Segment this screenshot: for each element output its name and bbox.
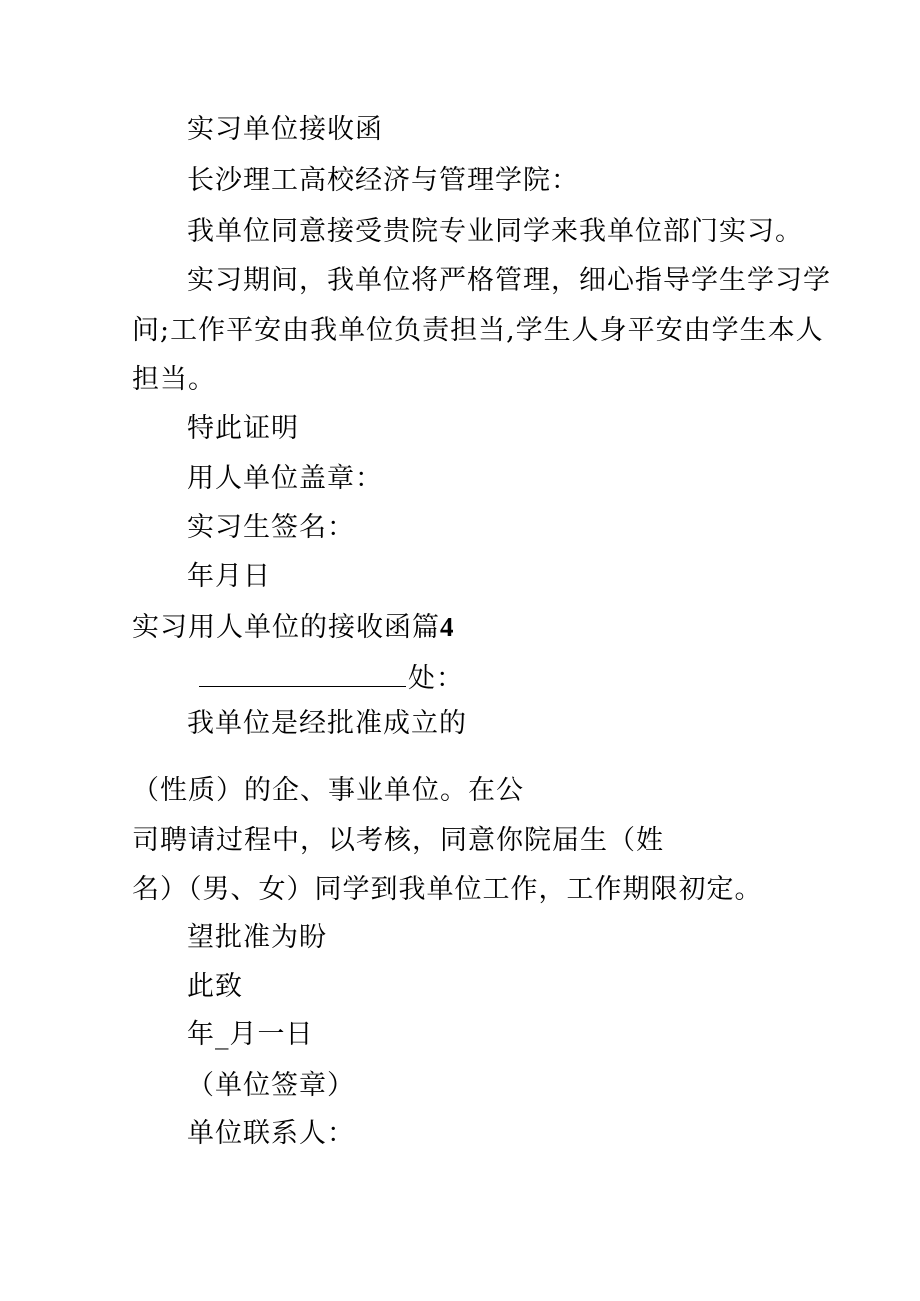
contact-label: 单位联系人： — [187, 1118, 355, 1149]
addressee: 长沙理工高校经济与管理学院： — [187, 165, 579, 196]
section-heading-text: 实习用人单位的接收函篇 — [132, 612, 440, 643]
addressee-blank — [199, 658, 406, 687]
addressee-line — [199, 658, 464, 697]
paragraph-unit-line-3: 名）（男、女）同学到我单位工作，工作期限初定。 — [132, 874, 763, 905]
request-text: 望批准为盼 — [187, 922, 327, 953]
addressee-suffix: 处： — [408, 663, 464, 694]
paragraph-terms-line-1: 实习期间，我单位将严格管理，细心指导学生学习学 — [187, 265, 831, 296]
section-heading — [132, 609, 455, 646]
paragraph-unit-line-1: （性质）的企、事业单位。在公 — [132, 775, 524, 806]
closing-text: 此致 — [187, 971, 243, 1002]
signature-label: 实习生签名： — [187, 512, 355, 543]
paragraph-terms-line-3: 担当。 — [132, 364, 216, 395]
date-label: 年月日 — [187, 561, 271, 592]
section-heading-number: 4 — [440, 612, 455, 642]
paragraph-unit-line-2: 司聘请过程中，以考核，同意你院届生（姓 — [132, 825, 664, 856]
paragraph-consent: 我单位同意接受贵院专业同学来我单位部门实习。 — [187, 216, 803, 247]
certify-text: 特此证明 — [187, 413, 299, 444]
date-text: 年_月一日 — [187, 1019, 314, 1050]
seal-label: 用人单位盖章： — [187, 463, 383, 494]
stamp-label: （单位签章） — [187, 1070, 355, 1101]
paragraph-terms-line-2: 问;工作平安由我单位负责担当,学生人身平安由学生本人 — [132, 315, 824, 346]
paragraph-unit-intro: 我单位是经批准成立的 — [187, 708, 467, 739]
letter-title: 实习单位接收函 — [187, 114, 383, 145]
